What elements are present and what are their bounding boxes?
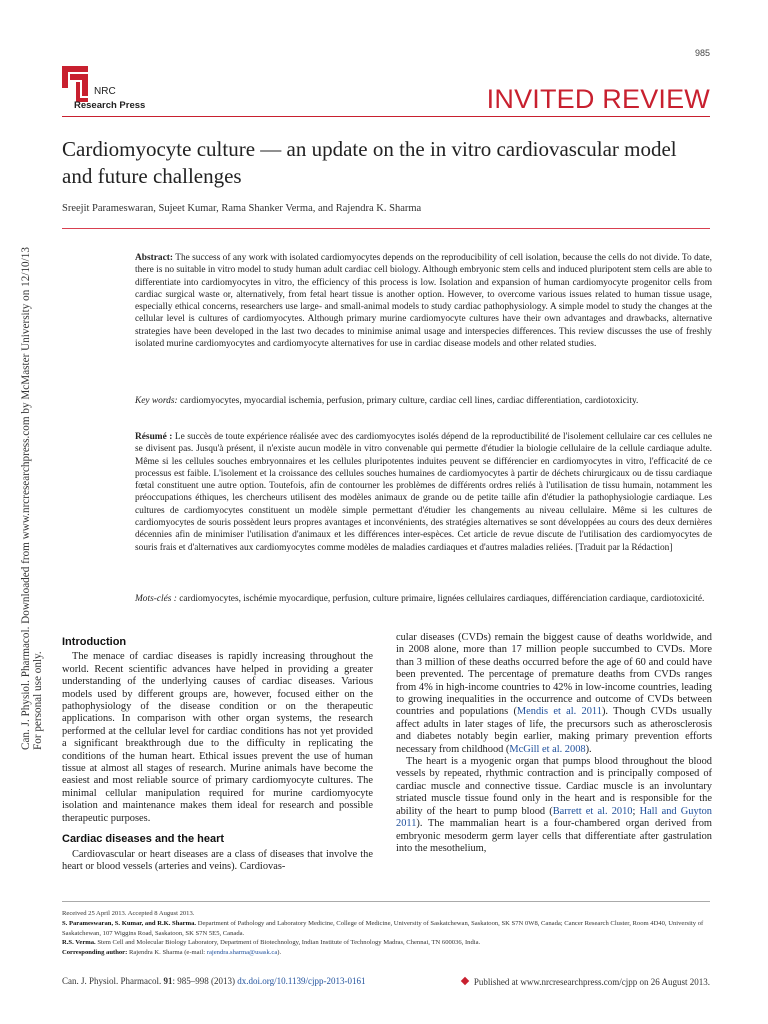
svg-text:Research Press: Research Press xyxy=(74,100,146,111)
left-column xyxy=(62,636,373,873)
received-date: Received 25 April 2013. Accepted 8 August 2013. xyxy=(62,910,195,917)
author-list: Sreejit Parameswaran, Sujeet Kumar, Rama Shanker Verma, and Rajendra K. Sharma xyxy=(62,203,422,214)
affiliation-2: R.S. Verma. Stem Cell and Molecular Biology Laboratory, Department of Biotechnology, Indian Institute of Technology Madras, Chennai, TN 600036, India. xyxy=(62,939,481,947)
abstract-text: The success of any work with isolated cardiomyocytes depends on the reproducibility of cell isolation, because the cells do not divide. To date, there is no suitable in vitro model to study human adult cardiac cell biology. Although embryonic stem cells and induced pluripotent stem cells are able to differentiate into cardiomyocytes in vitro, the efficiency of this process is low. Isolation and expansion of human cardiomyocyte progenitor cells from cardiac surgical waste or, alternatively, from fetal heart tissue is another option. However, to overcome various issues related to human tissue usage, especially ethical concerns, researchers use large- and small-animal models to study cardiac pathophysiology. A simple model to study the changes at the cellular level is cultures of cardiomyocytes. Although primary murine cardiomyocyte cultures have their own advantages and drawbacks, alternative strategies have been developed in the last two decades to minimise animal usage and interspecies differences. This review discusses the use of freshly isolated murine cardiomyocytes and cardiomyocyte alternatives for use in cardiac disease models and other related studies. xyxy=(135,253,712,350)
affiliation-1: S. Parameswaran, S. Kumar, and R.K. Sharma. Department of Pathology and Laboratory Medicine, College of Medicine, University of Saskatchewan, Saskatoon, SK S7N 0W8, Canada; Cancer Research Cluster, Room 4D40, University of Saskatchewan, 107 Wiggins Road, Saskatoon, SK S7N 5E5, Canada. xyxy=(62,919,704,937)
keywords xyxy=(135,395,712,407)
cvd-continued-paragraph: cular diseases (CVDs) remain the biggest cause of deaths worldwide, and in 2008 alone, more than 17 million people succumbed to CVDs. More than 3 million of these deaths occurred before the age of 60 and could have been prevented. The percentage of premature deaths from CVDs ranges from 4% in high-income countries to 42% in low-income countries, leading to growing inequalities in the occurrence and outcome of CVDs between countries and populations (Mendis et al. 2011). Though CVDs usually affect adults in later stages of life, the precursors such as atherosclerosis and diabetes notably begin earlier, making primary prevention efforts necessary from childhood (McGill et al. 2008). xyxy=(396,632,712,755)
svg-text:NRC: NRC xyxy=(94,86,116,97)
email-link[interactable]: rajendra.sharma@usask.ca xyxy=(206,949,278,957)
citation-link[interactable]: McGill et al. 2008 xyxy=(509,743,586,755)
right-column xyxy=(396,632,712,855)
article-title: Cardiomyocyte culture — an update on the in vitro cardiovascular model and future challenges xyxy=(62,137,677,188)
keywords-text: cardiomyocytes, myocardial ischemia, perfusion, primary culture, cardiac cell lines, cardiac differentiation, cardiotoxicity. xyxy=(179,396,639,406)
journal-reference: Can. J. Physiol. Pharmacol. 91: 985–998 (2013) dx.doi.org/10.1139/cjpp-2013-0161 xyxy=(62,976,366,986)
watermark-line-1: Can. J. Physiol. Pharmacol. Downloaded from www.nrcresearchpress.com by McMaster University on 12/10/13 xyxy=(20,247,32,750)
citation-link[interactable]: Mendis et al. 2011 xyxy=(516,706,602,718)
resume-text: Le succès de toute expérience réalisée avec des cardiomyocytes isolés dépend de la reproductibilité de l'isolement cellulaire car ces cellules ne se divisent pas. Jusqu'à présent, il n'existe aucun modèle in vitro convenable qui permette d'étudier la biologie cellulaire de la cellule cardiaque adulte. Même si les cellules souches embryonnaires et les cellules pluripotentes induites peuvent se différencier en cardiomyocytes in vitro, l'efficacité de ce processus est faible. L'isolement et la croissance des cellules souches humaines de cardiomyocytes à partir de déchets chirurgicaux ou de tissu cardiaque fœtal constituent une autre option. Toutefois, afin de contourner les problèmes de différents ordres reliés à l'utilisation de tissu humain, notamment les préoccupations éthiques, les chercheurs utilisent des modèles animaux de grande ou de petite taille afin d'étudier la pathophysiologie cardiaque. Les cultures de cardiomyocytes constituent un modèle simple permettant d'étudier les changements au niveau cellulaire. Même si les cultures de cardiomyocytes de souris possèdent leurs propres avantages et inconvénients, des stratégies alternatives se sont développées au cours des deux dernières décennies afin de minimiser l'utilisation d'animaux et les différences inter-espèces. Cet article de revue discute de l'utilisation des cardiomyocytes de souris frais et d'alternatives aux cardiomyocytes comme modèles de maladies cardiaques et d'autres maladies reliées. [Traduit par la Rédaction] xyxy=(135,432,713,553)
page-number: 985 xyxy=(694,48,710,58)
corresponding-author: Corresponding author: Rajendra K. Sharma (e-mail: rajendra.sharma@usask.ca). xyxy=(62,949,282,957)
footnote-divider xyxy=(62,901,710,902)
doi-link[interactable]: dx.doi.org/10.1139/cjpp-2013-0161 xyxy=(237,976,366,986)
abstract xyxy=(135,252,712,350)
mots-cles-text: cardiomyocytes, ischémie myocardique, perfusion, culture primaire, lignées cellulaires cardiaques, différenciation cardiaque, cardiotoxicité. xyxy=(179,594,705,604)
cvd-paragraph: Cardiovascular or heart diseases are a class of diseases that involve the heart or blood vessels (arteries and veins). Cardiovas- xyxy=(62,848,373,872)
keywords-label: Key words: xyxy=(135,396,178,406)
citation-link[interactable]: Hall and Guyton 2011 xyxy=(396,805,712,830)
footnotes xyxy=(62,909,712,958)
abstract-label: Abstract: xyxy=(135,253,174,263)
bullet-icon xyxy=(461,977,469,985)
title-divider xyxy=(62,228,710,229)
intro-paragraph: The menace of cardiac diseases is rapidly increasing throughout the world. Recent scientific advances have helped in providing a greater understanding of the underlying causes of cardiac diseases. Various models used by different groups are, however, focused either on the pathophysiology of the disease condition or on the therapeutic applications. In comparison with other organ systems, the research performed at the cellular level for cardiac conditions has not yet provided a significant breakthrough due to the difficulty in replicating the conditions of the human heart. Ethical issues prevent the use of human tissue at almost all stages of research. Murine animals have become the easiest and most reliable source of primary cardiomyocyte cultures. The minimal cellular manipulation required for murine cardiomyocyte isolation and maintenance makes them ideal for research and possible therapeutic purposes. xyxy=(62,651,373,824)
resume xyxy=(135,431,712,554)
resume-label: Résumé : xyxy=(135,432,173,442)
section-label: INVITED REVIEW xyxy=(486,84,710,114)
heart-paragraph: The heart is a myogenic organ that pumps blood throughout the blood vessels by repeated, rhythmic contraction and is principally composed of cardiac muscle and connective tissue. Cardiac muscle is an involuntary striated muscle tissue found only in the heart and is responsible for the ability of the heart to pump blood (Barrett et al. 2010; Hall and Guyton 2011). The mammalian heart is a four-chambered organ derived from embryonic mesoderm germ layer cells that differentiate after gastrulation into the mesothelium, xyxy=(396,756,712,854)
nrc-logo xyxy=(62,66,182,116)
header-divider xyxy=(62,116,710,117)
watermark-line-2: For personal use only. xyxy=(32,651,44,750)
download-watermark xyxy=(0,210,44,750)
mots-cles xyxy=(135,593,712,605)
nrc-logo-icon xyxy=(62,66,182,116)
citation-link[interactable]: Barrett et al. 2010 xyxy=(552,805,633,817)
cvd-heading: Cardiac diseases and the heart xyxy=(62,833,225,846)
mots-cles-label: Mots-clés : xyxy=(135,594,177,604)
published-note: Published at www.nrcresearchpress.com/cjpp on 26 August 2013. xyxy=(462,977,710,987)
intro-heading: Introduction xyxy=(62,636,127,648)
